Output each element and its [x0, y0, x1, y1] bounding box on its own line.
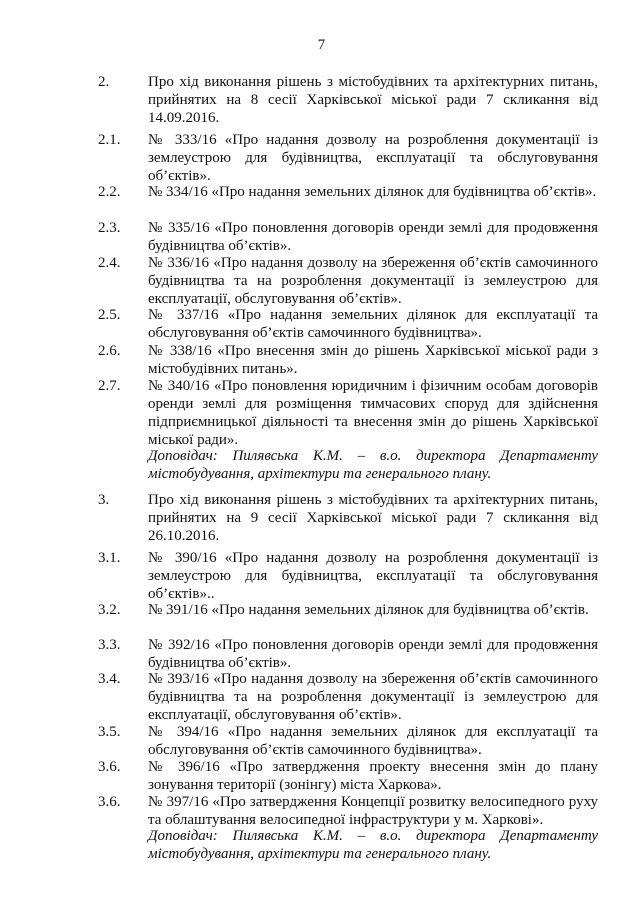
item-text: № 340/16 «Про поновлення юридичним і фізичним особам договорів оренди землі для розміщення тимчасових споруд для здійснення підприємницької діяльності та внесення змін до рішень Харківської міської ради».	[148, 378, 598, 448]
item-text: № 393/16 «Про надання дозволу на збереження об’єктів самочинного будівництва та на розроблення документації із землеустрою для експлуатації, обслуговування об’єктів».	[148, 671, 598, 723]
item-number: 3.3.	[98, 637, 121, 653]
item-number: 3.	[98, 492, 110, 508]
item-number: 2.3.	[98, 220, 121, 236]
item-text: Про хід виконання рішень з містобудівних та архітектурних питань, прийнятих на 9 сесії Харківської міської ради 7 скликання від 26.10.2016.	[148, 492, 598, 544]
item-number: 3.2.	[98, 602, 121, 618]
item-number: 2.6.	[98, 343, 121, 359]
item-text: № 338/16 «Про внесення змін до рішень Харківської міської ради з містобудівних питань».	[148, 343, 598, 377]
speaker-note: Доповідач: Пилявська К.М. – в.о. директора Департаменту містобудування, архітектури та генерального плану.	[148, 448, 598, 482]
item-number: 3.1.	[98, 550, 121, 566]
speaker-note: Доповідач: Пилявська К.М. – в.о. директора Департаменту містобудування, архітектури та генерального плану.	[148, 828, 598, 862]
item-number: 2.5.	[98, 307, 121, 323]
item-text: № 337/16 «Про надання земельних ділянок для експлуатації та обслуговування об’єктів самочинного будівництва».	[148, 307, 598, 341]
item-text: № 336/16 «Про надання дозволу на збереження об’єктів самочинного будівництва та на розроблення документації із землеустрою для експлуатації, обслуговування об’єктів».	[148, 255, 598, 307]
item-text: № 391/16 «Про надання земельних ділянок для будівництва об’єктів.	[148, 602, 589, 618]
item-text: № 333/16 «Про надання дозволу на розроблення документації із землеустрою для будівництва, експлуатації та обслуговування об’єктів».	[148, 132, 598, 184]
item-number: 2.4.	[98, 255, 121, 271]
item-text: № 335/16 «Про поновлення договорів оренди землі для продовження будівництва об’єктів».	[148, 220, 598, 254]
item-text: № 392/16 «Про поновлення договорів оренди землі для продовження будівництва об’єктів».	[148, 637, 598, 671]
item-number: 3.4.	[98, 671, 121, 687]
item-text: № 397/16 «Про затвердження Концепції розвитку велосипедного руху та облаштування велосипедної інфраструктури у м. Харкові».	[148, 794, 598, 828]
item-number: 2.1.	[98, 132, 121, 148]
item-number: 2.2.	[98, 184, 121, 200]
item-number: 2.	[98, 74, 110, 90]
page-number: 7	[317, 37, 326, 53]
item-number: 3.6.	[98, 794, 121, 810]
item-text: № 394/16 «Про надання земельних ділянок для експлуатації та обслуговування об’єктів самочинного будівництва».	[148, 724, 598, 758]
item-number: 2.7.	[98, 378, 121, 394]
item-number: 3.6.	[98, 759, 121, 775]
item-text: № 396/16 «Про затвердження проекту внесення змін до плану зонування території (зонінгу) міста Харкова».	[148, 759, 598, 793]
item-number: 3.5.	[98, 724, 121, 740]
item-text: Про хід виконання рішень з містобудівних та архітектурних питань, прийнятих на 8 сесії Харківської міської ради 7 скликання від 14.09.2016.	[148, 74, 598, 126]
item-text: № 390/16 «Про надання дозволу на розроблення документації із землеустрою для будівництва, експлуатації та обслуговування об’єктів»..	[148, 550, 598, 602]
item-text: № 334/16 «Про надання земельних ділянок для будівництва об’єктів».	[148, 184, 597, 200]
